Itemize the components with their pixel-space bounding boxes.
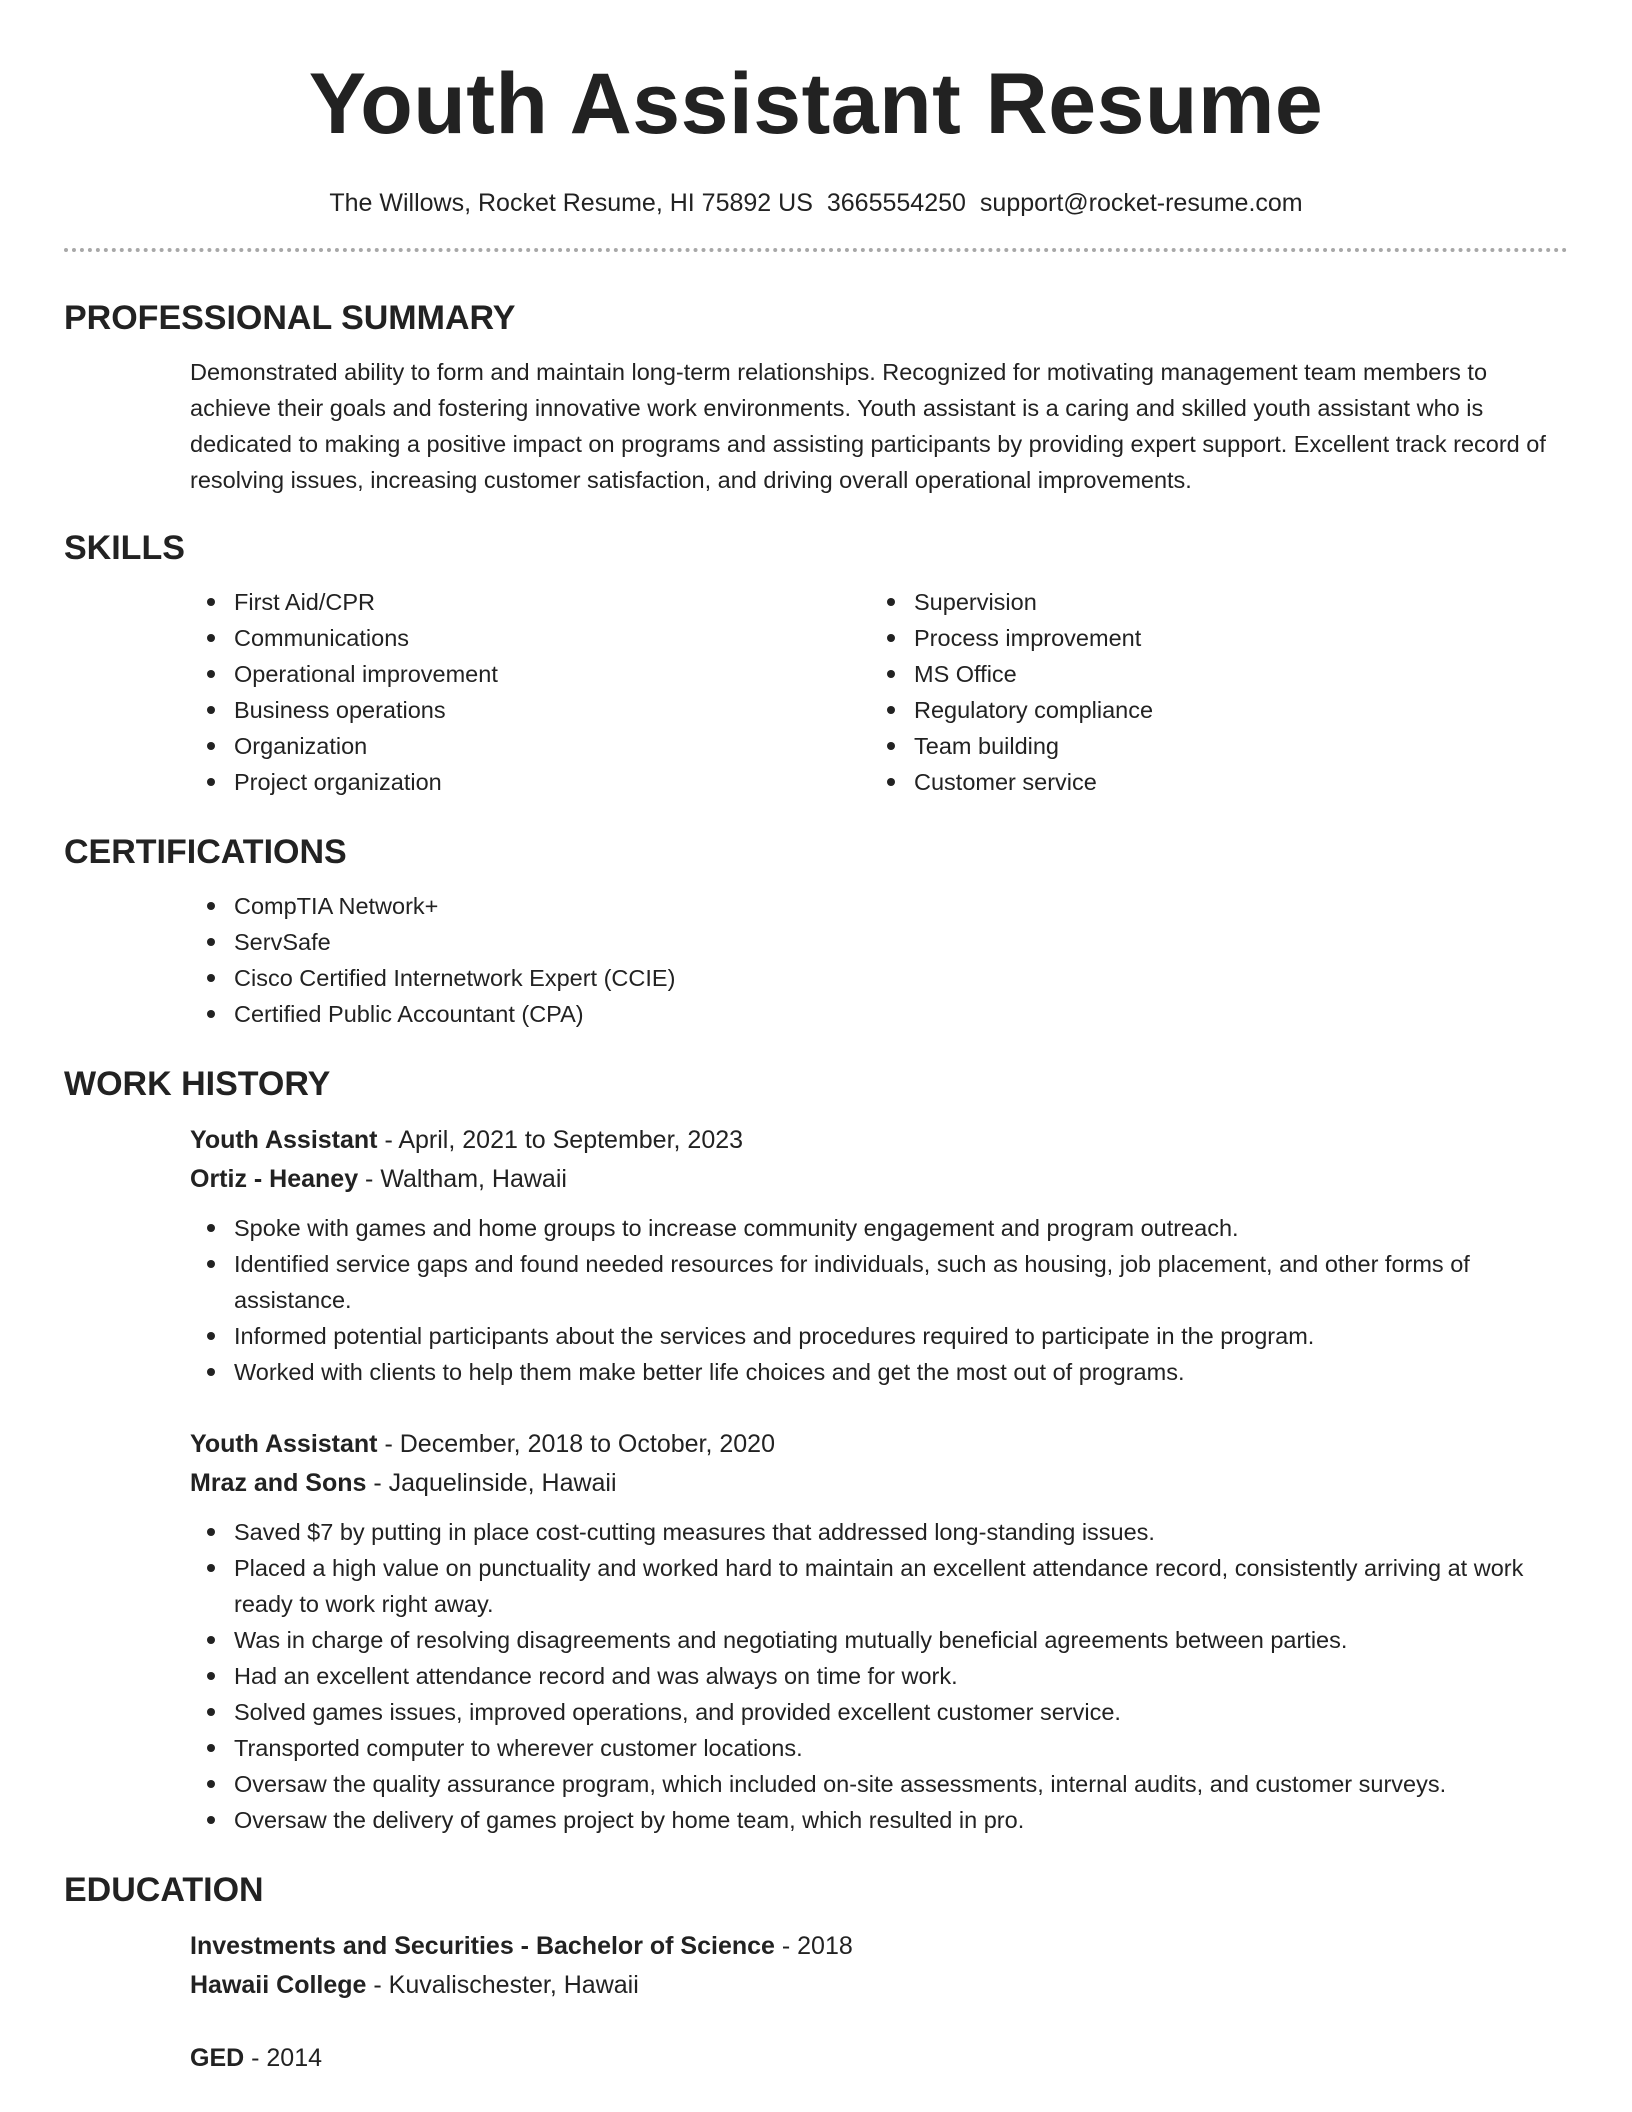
skills-list-right — [870, 584, 1550, 800]
contact-address: The Willows, Rocket Resume, HI 75892 US — [329, 189, 813, 217]
certifications-list — [190, 888, 1568, 1032]
job-location: - Jaquelinside, Hawaii — [366, 1469, 617, 1497]
certification-item: Cisco Certified Internetwork Expert (CCIE) — [190, 960, 1568, 996]
skill-item: Business operations — [190, 692, 870, 728]
job-bullet: Worked with clients to help them make better life choices and get the most out of programs. — [190, 1354, 1568, 1390]
certifications-section — [64, 832, 1568, 1032]
job-bullet: Oversaw the delivery of games project by home team, which resulted in pro. — [190, 1802, 1568, 1838]
skills-heading: SKILLS — [64, 529, 185, 567]
skills-section — [64, 528, 1568, 800]
education-degree-line — [190, 2038, 1568, 2078]
summary-heading: PROFESSIONAL SUMMARY — [64, 299, 516, 337]
skill-item: Organization — [190, 728, 870, 764]
job-title: Youth Assistant — [190, 1430, 378, 1458]
job-bullet: Was in charge of resolving disagreements and negotiating mutually beneficial agreements between parties. — [190, 1622, 1568, 1658]
job-bullets — [190, 1514, 1568, 1838]
job-bullet: Identified service gaps and found needed resources for individuals, such as housing, job placement, and other forms of assistance. — [190, 1246, 1568, 1318]
work-history-heading: WORK HISTORY — [64, 1065, 331, 1103]
work-history-section — [64, 1064, 1568, 1838]
skill-item: Communications — [190, 620, 870, 656]
education-heading: EDUCATION — [64, 1871, 264, 1909]
job-bullet: Saved $7 by putting in place cost-cutting measures that addressed long-standing issues. — [190, 1514, 1568, 1550]
education-school-line — [190, 1966, 1568, 2004]
summary-section — [64, 298, 1568, 498]
summary-text: Demonstrated ability to form and maintain long-term relationships. Recognized for motivating management team members to achieve their goals and fostering innovative work environments. Youth assistant is a caring and skilled youth assistant who is dedicated to making a positive impact on programs and assisting participants by providing expert support. Excellent track record of resolving issues, increasing customer satisfaction, and driving overall operational improvements. — [190, 359, 1546, 493]
job-company: Ortiz - Heaney — [190, 1165, 359, 1193]
skill-item: Team building — [870, 728, 1550, 764]
skill-item: Supervision — [870, 584, 1550, 620]
job-bullet: Placed a high value on punctuality and worked hard to maintain an excellent attendance record, consistently arriving at work ready to work right away. — [190, 1550, 1568, 1622]
job-dates: - April, 2021 to September, 2023 — [377, 1126, 744, 1154]
education-school: Hawaii College — [190, 1971, 367, 1999]
job-company: Mraz and Sons — [190, 1469, 367, 1497]
certification-item: Certified Public Accountant (CPA) — [190, 996, 1568, 1032]
job-title: Youth Assistant — [190, 1126, 378, 1154]
education-year: - 2018 — [774, 1932, 853, 1960]
job-location: - Waltham, Hawaii — [358, 1165, 567, 1193]
job-title-line — [190, 1424, 1568, 1464]
header-divider — [64, 248, 1568, 252]
job-company-line — [190, 1464, 1568, 1502]
education-degree: GED — [190, 2044, 245, 2072]
certification-item: CompTIA Network+ — [190, 888, 1568, 924]
job-company-line — [190, 1160, 1568, 1198]
skill-item: Regulatory compliance — [870, 692, 1550, 728]
job-bullet: Had an excellent attendance record and was always on time for work. — [190, 1658, 1568, 1694]
job-bullet: Spoke with games and home groups to increase community engagement and program outreach. — [190, 1210, 1568, 1246]
education-entry — [190, 1926, 1568, 2004]
skills-list-left — [190, 584, 870, 800]
job-bullets — [190, 1210, 1568, 1390]
job-bullet: Informed potential participants about the services and procedures required to participate in the program. — [190, 1318, 1568, 1354]
job-bullet: Solved games issues, improved operations, and provided excellent customer service. — [190, 1694, 1568, 1730]
skill-item: MS Office — [870, 656, 1550, 692]
skill-item: Customer service — [870, 764, 1550, 800]
education-year: - 2014 — [244, 2044, 323, 2072]
job-dates: - December, 2018 to October, 2020 — [377, 1430, 775, 1458]
job-entry — [190, 1424, 1568, 1838]
job-entry — [190, 1120, 1568, 1390]
skill-item: First Aid/CPR — [190, 584, 870, 620]
skills-grid — [190, 584, 1568, 800]
certification-item: ServSafe — [190, 924, 1568, 960]
contact-phone: 3665554250 — [826, 189, 966, 217]
skill-item: Process improvement — [870, 620, 1550, 656]
education-entry — [190, 2038, 1568, 2078]
contact-line — [64, 188, 1568, 218]
job-title-line — [190, 1120, 1568, 1160]
contact-email: support@rocket-resume.com — [979, 189, 1303, 217]
skill-item: Project organization — [190, 764, 870, 800]
skill-item: Operational improvement — [190, 656, 870, 692]
resume-title: Youth Assistant Resume — [308, 56, 1324, 152]
job-bullet: Transported computer to wherever customer locations. — [190, 1730, 1568, 1766]
job-bullet: Oversaw the quality assurance program, which included on-site assessments, internal audits, and customer surveys. — [190, 1766, 1568, 1802]
education-location: - Kuvalischester, Hawaii — [366, 1971, 639, 1999]
education-degree-line — [190, 1926, 1568, 1966]
education-degree: Investments and Securities - Bachelor of Science — [190, 1932, 775, 1960]
education-section — [64, 1870, 1568, 2078]
certifications-heading: CERTIFICATIONS — [64, 833, 347, 871]
